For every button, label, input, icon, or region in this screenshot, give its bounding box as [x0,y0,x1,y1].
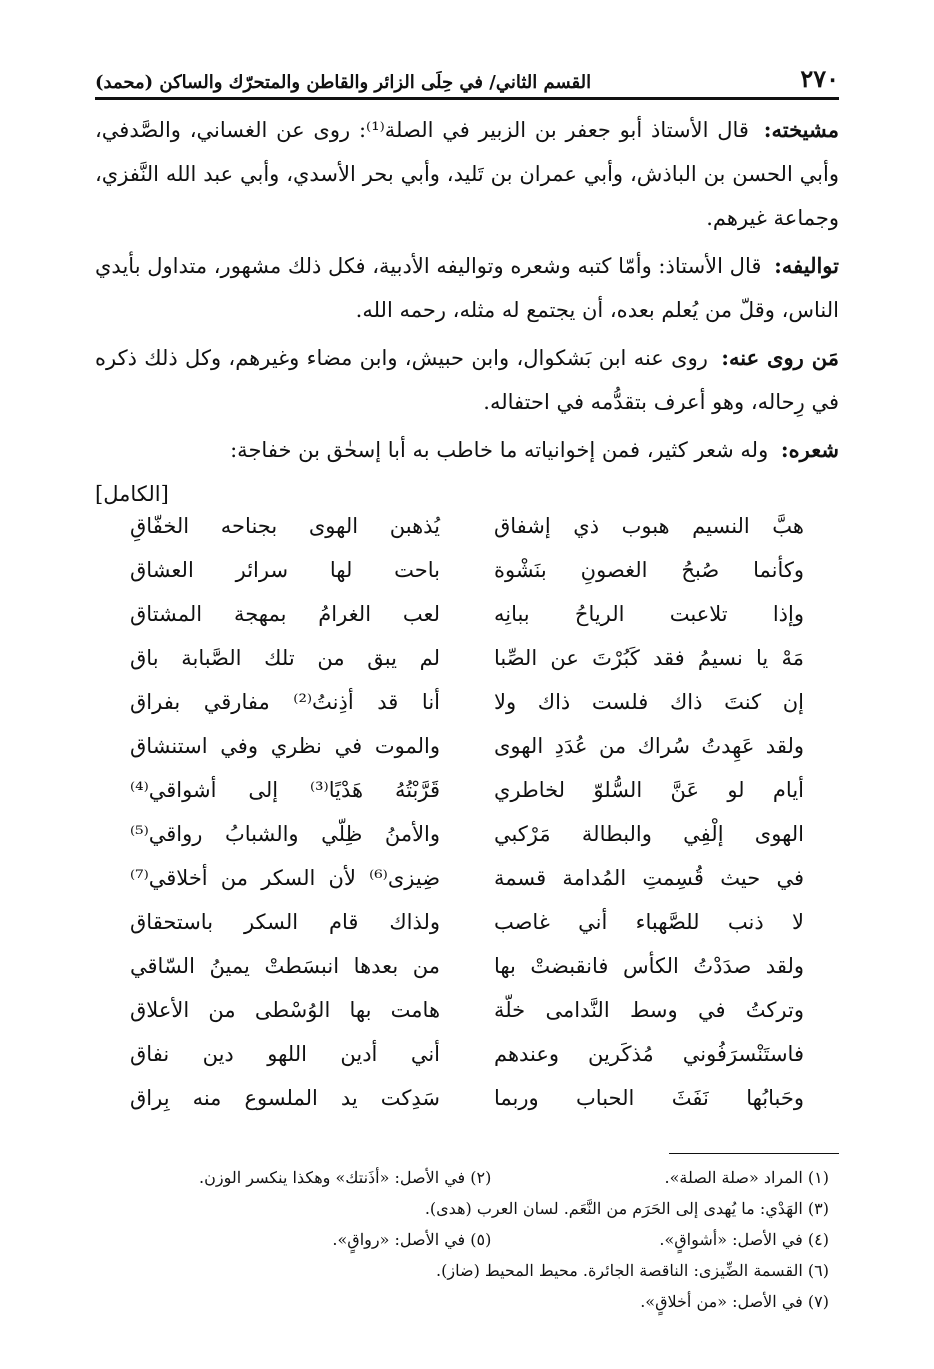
verse-first-hemistich: وكأنما صُبحُ الغصونِ بنَشْوة [493,558,804,582]
verse-line [130,768,804,812]
verse-first-hemistich: وحَبابُها نَفَثَ الحباب وربما [493,1086,804,1110]
paragraph-text: قال الأستاذ: وأمّا كتبه وشعره وتواليفه الأدبية، فكل ذلك مشهور، متداول بأيدي الناس، وقلّ من يُعلم بعده، أن يجتمع له مثله، رحمه الله. [95,254,839,322]
verse-line [130,900,804,944]
verse-first-hemistich: هبَّ النسيم هبوب ذي إشفاق [493,514,804,538]
verse-first-hemistich: ولقد صدَدْتُ الكأس فانقبضتْ بها [493,954,804,978]
footnote-1: (١) المراد «صلة الصلة». [664,1168,829,1187]
verse-second-hemistich: ضِيزى⁽⁶⁾ لأن السكر من أخلاقي⁽⁷⁾ [130,866,441,890]
paragraph-narrators [95,336,839,424]
footnote-6: (٦) القسمة الضِّيزى: الناقصة الجائرة. محيط المحيط (ضاز). [436,1261,829,1280]
verse-second-hemistich: سَدِكت يد الملسوع منه بِراق [130,1086,441,1110]
verse-second-hemistich: قَرَّبْتُهُ هَدْيًا⁽³⁾ إلى أشواقي⁽⁴⁾ [130,778,441,802]
verse-first-hemistich: لا ذنب للصَّهباء أني غاصب [493,910,804,934]
verse-line [130,548,804,592]
verse-first-hemistich: وإذا تلاعبت الرياحُ ببانِه [493,602,804,626]
verse-second-hemistich: والموت في نظري وفي استنشاق [130,734,441,758]
footnote-row [95,1224,829,1255]
verse-line [130,1032,804,1076]
footnote-4: (٤) في الأصل: «أشواقٍ». [659,1230,829,1249]
paragraph-text: قال الأستاذ أبو جعفر بن الزبير في الصلة⁽¹⁾: روى عن الغساني، والصَّدفي، وأبي الحسن بن الباذش، وأبي عمران بن تَليد، وأبي بحر الأسدي، وأبي عبد الله النَّفزي، وجماعة غيرهم. [95,118,839,230]
paragraph-poetry [95,428,839,472]
verse-first-hemistich: ولقد عَهِدتُ سُراك من عُدَدِ الهوى [493,734,804,758]
paragraph-tawalif [95,244,839,332]
verse-line [130,1076,804,1120]
verse-line [130,812,804,856]
footnote-row [95,1162,829,1193]
verse-line [130,724,804,768]
footnote-7: (٧) في الأصل: «من أخلاقٍ». [640,1292,829,1311]
footnote-3: (٣) الهَدْي: ما يُهدى إلى الحَرَم من النَّعَم. لسان العرب (هدى). [424,1199,829,1218]
verse-second-hemistich: أنا قد أذِنتُ⁽²⁾ مفارقي بفراق [130,690,441,714]
verse-first-hemistich: أيام لو عَنَّ السُّلوّ لخاطري [493,778,804,802]
verse-line [130,680,804,724]
verse-second-hemistich: لعب الغرامُ بمهجة المشتاق [130,602,441,626]
poem [130,504,804,1120]
verse-line [130,592,804,636]
verse-second-hemistich: يُذهبن الهوى بجناحه الخفّاقِ [130,514,441,538]
paragraph-text: روى عنه ابن بَشكوال، وابن حبيش، وابن مضاء وغيرهم، وكل ذلك ذكره في رِحاله، وهو أعرف بتقدُّمه في احتفاله. [95,346,839,414]
page-number: ٢٧٠ [800,64,839,93]
footnotes [95,1162,829,1317]
verse-line [130,636,804,680]
footnote-row [95,1193,829,1224]
verse-second-hemistich: هامت بها الوُسْطى من الأعلاق [130,998,441,1022]
verse-second-hemistich: ولذاك قام السكر باستحقاق [130,910,441,934]
footnote-separator [669,1153,839,1154]
verse-first-hemistich: وتركتُ في وسط النَّدامى خلّة [493,998,804,1022]
verse-second-hemistich: من بعدها انبسَطتْ يمينُ السّاقي [130,954,441,978]
footnote-row [95,1255,829,1286]
verse-first-hemistich: مَهْ يا نسيمُ فقد كَبُرْتَ عن الصِّبا [493,646,804,670]
verse-line [130,504,804,548]
verse-first-hemistich: الهوى إلْفِي والبطالة مَرْكبي [493,822,804,846]
verse-first-hemistich: إن كنتَ ذاك فلست ذاك ولا [493,690,804,714]
verse-line [130,856,804,900]
footnote-5: (٥) في الأصل: «رواقٍ». [332,1230,492,1249]
verse-first-hemistich: فاستَنْسرَفُوني مُذكَرين وعندهم [493,1042,804,1066]
poem-meter: [الكامل] [95,482,169,506]
verse-second-hemistich: لم يبق من تلك الصَّبابة باق [130,646,441,670]
paragraph-heading: شعره: [780,437,839,462]
footnote-row [95,1286,829,1317]
verse-line [130,944,804,988]
paragraph-heading: مَن روى عنه: [721,345,839,370]
verse-second-hemistich: باحت لها سرائر العشاق [130,558,441,582]
verse-line [130,988,804,1032]
running-title: القسم الثاني/ في حِلَى الزائر والقاطن والمتحرّك والساكن (محمد) [95,72,592,93]
footnote-2: (٢) في الأصل: «أذَنتك» وهكذا ينكسر الوزن. [199,1168,492,1187]
paragraph-heading: مشيخته: [763,117,839,142]
paragraph-heading: تواليفه: [774,253,839,278]
verse-first-hemistich: في حيث قُسِمتِ المُدامة قسمة [493,866,804,890]
verse-second-hemistich: والأمنُ ظِلّي والشبابُ رواقي⁽⁵⁾ [130,822,441,846]
body-text [95,108,839,516]
verse-second-hemistich: أني أدين اللهو دين نفاق [130,1042,441,1066]
paragraph-text: وله شعر كثير، فمن إخوانياته ما خاطب به أبا إسحٰق بن خفاجة: [230,438,769,462]
page-header [95,55,839,100]
paragraph-mashyakha [95,108,839,240]
